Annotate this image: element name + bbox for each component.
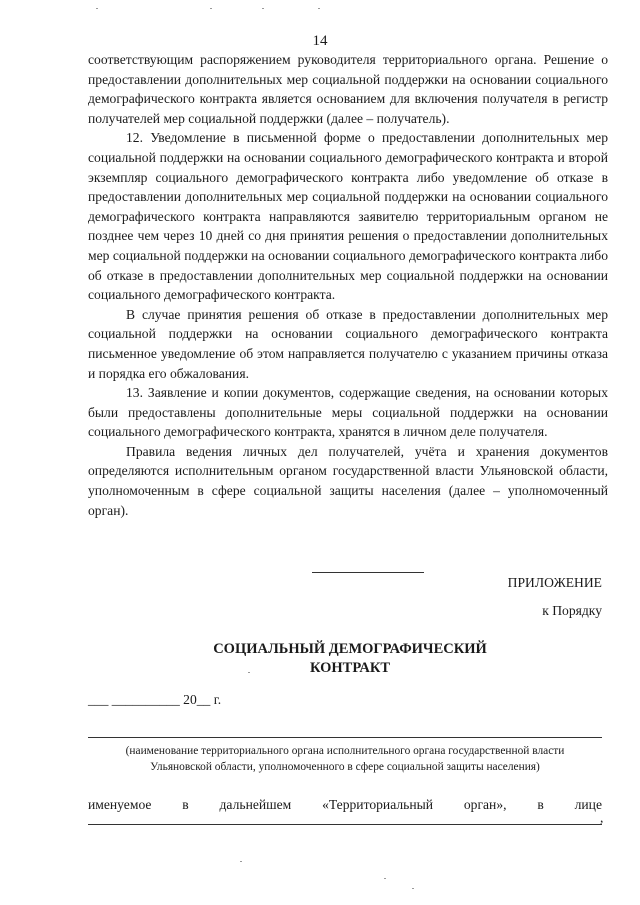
scan-speck [248,672,250,673]
paragraph-refusal-case: В случае принятия решения об отказе в предоставлении дополнительных мер социальной поддержки на основании социального демографического контракта письменное уведомление об этом направляется получателю с указанием причины отказа и порядка его обжалования. [88,306,608,381]
page-number: 14 [312,33,328,49]
org-name-caption [88,743,602,775]
document-body [88,50,608,520]
scan-speck [384,878,386,879]
scan-speck [262,8,264,9]
named-word: в [182,797,189,812]
named-word: именуемое [88,797,152,812]
named-word: лице [574,797,602,812]
contract-date-field: ___ __________ 20__ г. [88,692,222,707]
org-caption-line-1: (наименование территориального органа исполнительного органа государственной власти [125,745,565,757]
paragraph-personal-files-rules: Правила ведения личных дел получателей, учёта и хранения документов определяются исполнительным органом государственной власти Ульяновской области, уполномоченным в сфере социальной защиты населения (далее – уполномоченный орган). [88,443,608,518]
paragraph-item-13: 13. Заявление и копии документов, содержащие сведения, на основании которых были предоставлены дополнительные меры социальной поддержки на основании социального демографического контракта, хранятся в личном деле получателя. [88,385,608,440]
paragraph-continuation: соответствующим распоряжением руководителя территориального органа. Решение о предоставлении дополнительных мер социальной поддержки на основании социального демографического контракта является основанием для включения получателя в регистр получателей мер социальной поддержки (далее – получатель). [88,52,608,126]
scan-speck [96,8,98,9]
representative-blank-line [88,824,602,825]
section-divider [312,572,424,573]
appendix-reference: к Порядку [542,603,602,618]
blank-line-comma: , [600,810,604,825]
named-word: дальнейшем [219,797,292,812]
scan-speck [318,8,320,9]
scan-speck [412,888,414,889]
named-word: «Территориальный [322,797,434,812]
org-caption-line-2: Ульяновской области, уполномоченного в сфере социальной защиты населения) [150,761,540,773]
named-as-line [88,797,602,813]
named-word: орган», [463,797,507,812]
scan-speck [240,861,242,862]
named-word: в [537,797,544,812]
contract-title-line-2: КОНТРАКТ [309,660,391,676]
contract-title-line-1: СОЦИАЛЬНЫЙ ДЕМОГРАФИЧЕСКИЙ [213,641,487,657]
scan-speck [210,8,212,9]
contract-title [0,640,640,678]
org-name-blank-line [88,737,602,738]
appendix-label: ПРИЛОЖЕНИЕ [507,575,602,590]
paragraph-item-12: 12. Уведомление в письменной форме о предоставлении дополнительных мер социальной поддержки на основании социального демографического контракта и второй экземпляр социального демографического контракта либо уведомление об отказе в предоставлении дополнительных мер социальной поддержки на основании социального демографического контракта направляются заявителю территориальным органом не позднее чем через 10 дней со дня принятия решения о предоставлении дополнительных мер социальной поддержки на основании социального демографического контракта либо об отказе в предоставлении дополнительных мер социальной поддержки на основании социального демографического контракта. [88,130,608,303]
